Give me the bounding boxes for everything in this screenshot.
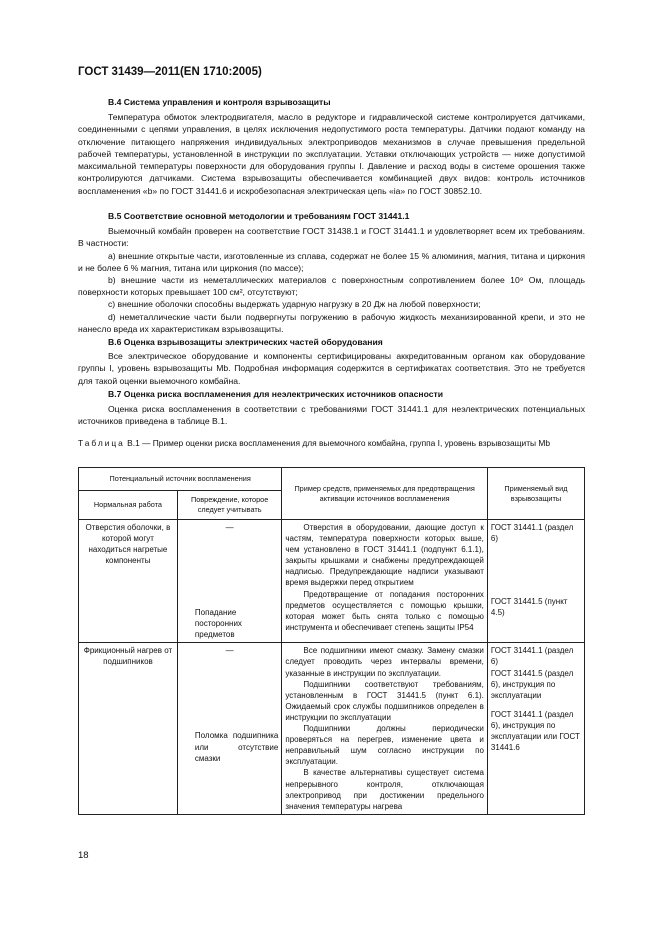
row2-normal (79, 643, 178, 814)
table-row (79, 643, 585, 814)
section-b6-paragraph: Все электрическое оборудование и компоненты сертифицированы аккредитованным органом как оборудование группы I, уровень взрывозащиты Mb. Подробная информация содержится в сертификатах соответствия. Это не требуется для такой оценки выемочного комбайна. (78, 351, 585, 386)
section-b5-title: В.5 Соответствие основной методологии и требованиям ГОСТ 31441.1 (108, 211, 410, 221)
section-b7-paragraph: Оценка риска воспламенения в соответствии с требованиями ГОСТ 31441.1 для неэлектрических потенциальных источников приведена в таблице В.1. (78, 404, 585, 427)
row1-applied-2: ГОСТ 31441.5 (пункт 4.5) (490, 597, 568, 618)
header-normal-operation: Нормальная работа (79, 491, 178, 520)
row1-applied (487, 520, 584, 643)
table-row (79, 520, 585, 643)
risk-table (78, 467, 585, 815)
row1-damage-2: Попадание посторонних предметов (194, 608, 242, 640)
row2-damage-1: — (225, 646, 234, 656)
section-b5-item-c: c) внешние оболочки способны выдержать ударную нагрузку в 20 Дж на любой поверхности; (108, 299, 481, 309)
row1-normal-text: Отверстия оболочки, в которой могут находиться нагретые компоненты (85, 523, 171, 566)
row2-normal-text: Фрикционный нагрев от подшипников (83, 646, 173, 667)
section-b5-item-a: a) внешние открытые части, изготовленные из сплава, содержат не более 15 % алюминия, магния, титана и циркония и не более 6 % магния, титана или циркония (по массе); (78, 251, 585, 274)
section-b6-title: В.6 Оценка взрывозащиты электрических частей оборудования (108, 337, 383, 347)
section-b7-title: В.7 Оценка риска воспламенения для неэлектрических источников опасности (108, 389, 443, 399)
section-b5-item-d: d) неметаллические части были подвергнуты погружению в рабочую жидкость механизированной крепи, и это не нанесло вреда их характеристикам взрывозащиты. (78, 312, 585, 335)
row2-applied (487, 643, 584, 814)
row2-applied-1: ГОСТ 31441.1 (раздел 6) (490, 646, 574, 667)
section-b4-paragraph: Температура обмоток электродвигателя, масло в редукторе и гидравлической системе контролируется датчиками, соединенными с цепями управления, в целях исключения недопустимого роста температуры. Датчики подают команду на отключение питающего напряжения индивидуальных электроприводов механизмов в случае превышения предельной рабочей температуры, установленной в инструкции по эксплуатации. Уставки отключающих устройств — ниже допустимой максимальной температуры поверхности для оборудования группы I. Давление и расход воды в системе орошения также контролируются датчиками. Система взрывозащиты обеспечивается комбинацией двух видов: контроль источников воспламенения «b» по ГОСТ 31441.6 и искробезопасная электрическая цепь «ia» по ГОСТ 30852.10. (78, 112, 585, 196)
header-potential-source: Потенциальный источник воспламенения (79, 468, 282, 491)
table-caption-text: В.1 — Пример оценки риска воспламенения для выемочного комбайна, группа I, уровень взрывозащиты Mb (124, 438, 551, 448)
row1-applied-1: ГОСТ 31441.1 (раздел 6) (490, 523, 574, 544)
row1-damage (177, 520, 281, 643)
header-example-measures: Пример средств, применяемых для предотвращения активации источников воспламенения (282, 468, 488, 520)
section-b4-title: В.4 Система управления и контроля взрывозащиты (108, 97, 331, 107)
row2-damage (177, 643, 281, 814)
row1-example-1: Отверстия в оборудовании, дающие доступ к частям, температура поверхности которых выше, чем установлено в ГОСТ 31441.1 (подпункт 6.1.1), закрыты крышками и снабжены предупреждающей надписью. Предупреждающие надписи указывают время выдержки перед открытием (285, 523, 484, 588)
table-caption (78, 437, 585, 449)
row1-example-2: Предотвращение от попадания посторонних предметов осуществляется с помощью крышки, которая может быть снята только с помощью инструмента и обеспечивает степень защиты IP54 (285, 589, 484, 632)
row2-example-2: Подшипники соответствуют требованиям, установленным в ГОСТ 31441.5 (пункт 6.1). Ожидаемый срок службы подшипников определен в инструкции по эксплуатации (285, 679, 484, 722)
section-b5-item-b: b) внешние части из неметаллических материалов с поверхностным сопротивлением более 10⁹ Ом, площадь поверхности которых превышает 100 см², отсутствуют; (78, 275, 585, 298)
row2-example-3: Подшипники должны периодически проверяться на перегрев, изменение цвета и неправильный шум согласно инструкции по эксплуатации. (285, 724, 484, 767)
header-applied-protection: Применяемый вид взрывозащиты (487, 468, 584, 520)
row2-example-4: В качестве альтернативы существует система непрерывного контроля, отключающая электропривод при достижении предельного значения температуры нагрева (285, 768, 484, 811)
section-b5-paragraph: Выемочный комбайн проверен на соответствие ГОСТ 31438.1 и ГОСТ 31441.1 и удовлетворяет всем их требованиям. В частности: (78, 226, 585, 249)
header-damage: Повреждение, которое следует учитывать (177, 491, 281, 520)
row1-damage-1: — (225, 523, 234, 532)
row2-example-1: Все подшипники имеют смазку. Замену смазки следует проводить через интервалы времени, указанные в инструкции по эксплуатации. (285, 646, 484, 678)
row2-applied-2: ГОСТ 31441.5 (раздел 6), инструкция по эксплуатации (490, 668, 574, 700)
row1-normal (79, 520, 178, 643)
document-header: ГОСТ 31439—2011(EN 1710:2005) (78, 66, 262, 78)
page-number: 18 (78, 850, 89, 861)
row2-example (282, 643, 488, 814)
row1-example (282, 520, 488, 643)
table-caption-prefix: Таблица (78, 438, 125, 448)
row2-applied-3: ГОСТ 31441.1 (раздел 6), инструкция по эксплуатации или ГОСТ 31441.6 (490, 709, 580, 753)
row2-damage-2: Поломка подшипника или отсутствие смазки (194, 731, 279, 763)
